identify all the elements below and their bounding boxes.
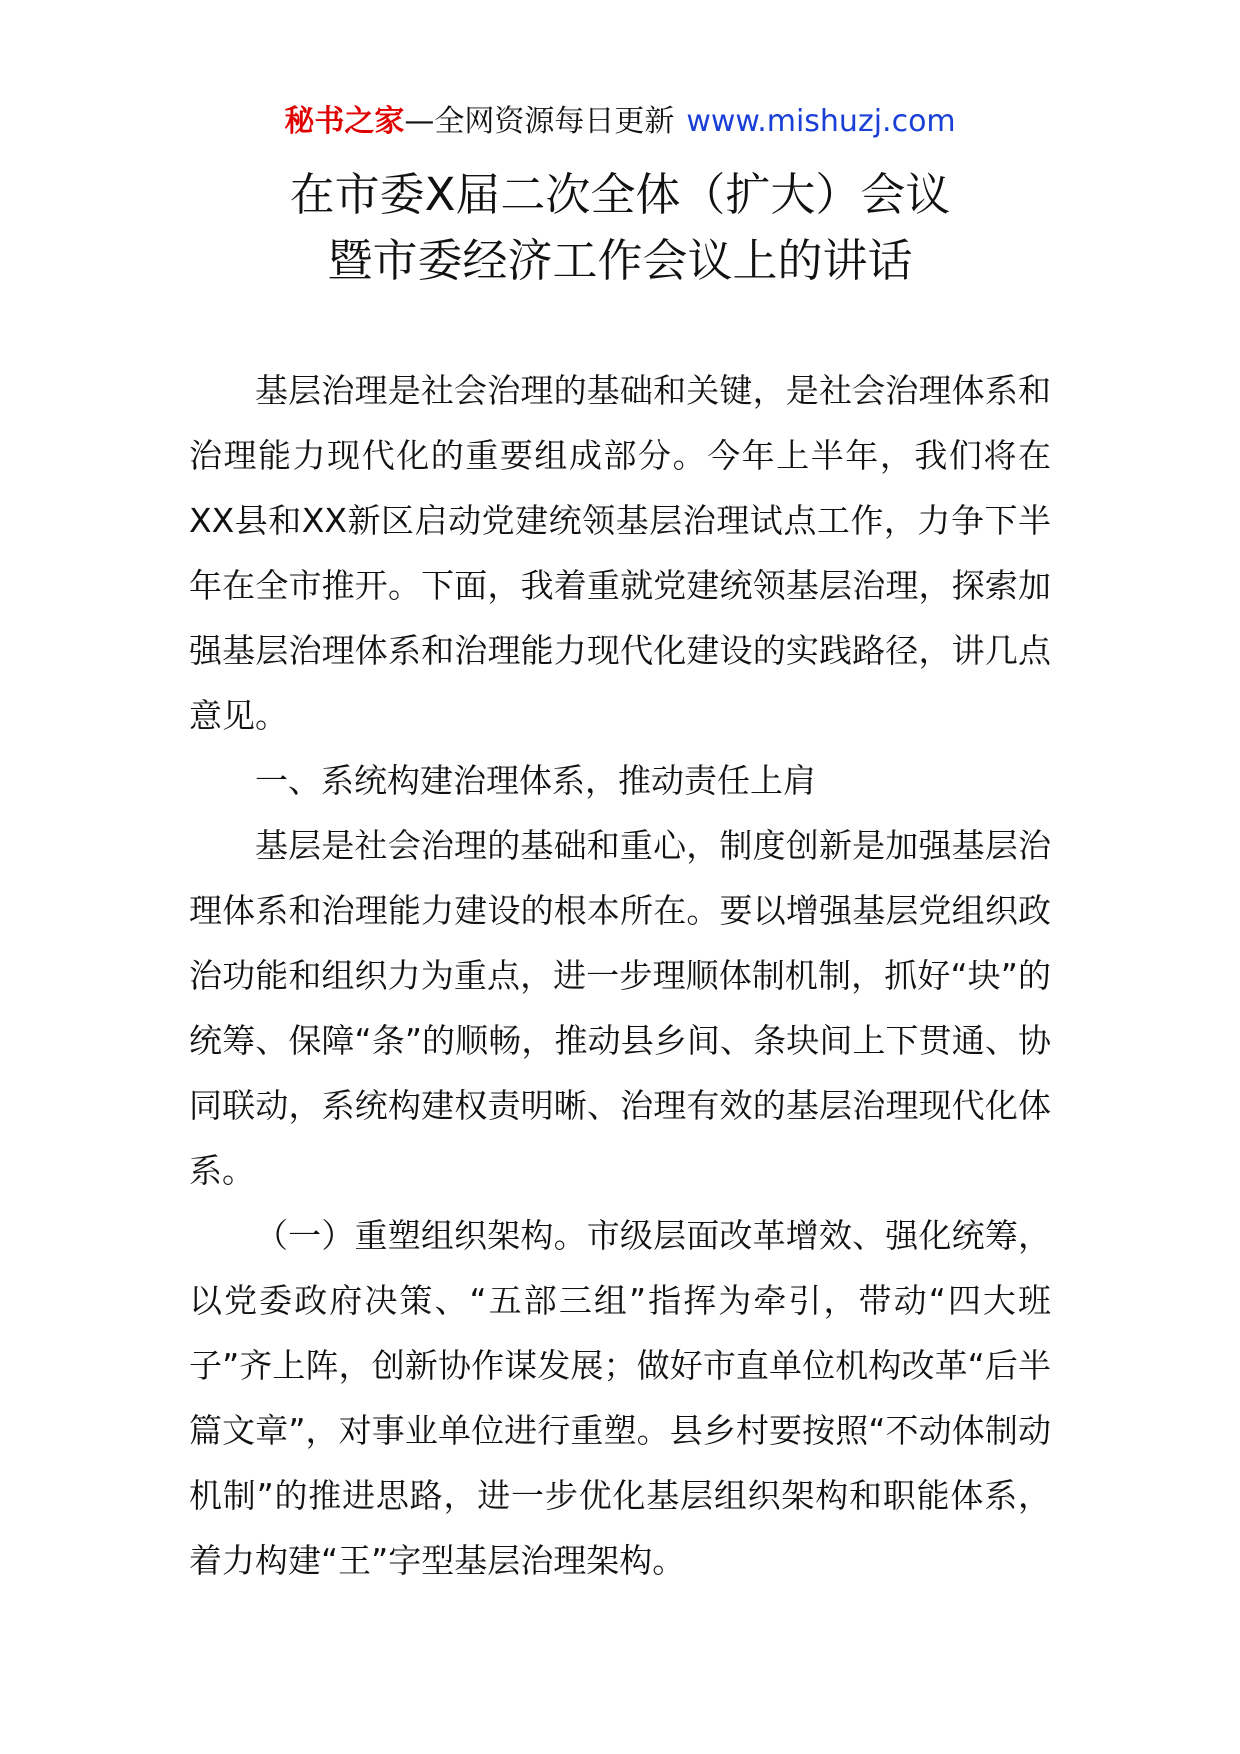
title-line-2: 暨市委经济工作会议上的讲话: [327, 234, 913, 287]
section-heading: 一、系统构建治理体系，推动责任上肩: [255, 761, 816, 800]
title-line-1: 在市委Ⅹ届二次全体（扩大）会议: [289, 168, 951, 221]
site-url-link[interactable]: www.mishuzj.com: [686, 104, 956, 139]
site-banner: [0, 100, 1240, 144]
section-paragraph: 基层是社会治理的基础和重心，制度创新是加强基层治理体系和治理能力建设的根本所在。要以增强基层党组织政治功能和组织力为重点，进一步理顺体制机制，抓好“块”的统筹、保障“条”的顺畅，推动县乡间、条块间上下贯通、协同联动，系统构建权责明晰、治理有效的基层治理现代化体系。: [189, 826, 1051, 1190]
document-body: [189, 358, 1051, 1593]
intro-paragraph: 基层治理是社会治理的基础和关键，是社会治理体系和治理能力现代化的重要组成部分。今年上半年，我们将在XX县和XX新区启动党建统领基层治理试点工作，力争下半年在全市推开。下面，我着重就党建统领基层治理，探索加强基层治理体系和治理能力现代化建设的实践路径，讲几点意见。: [189, 371, 1051, 735]
banner-tagline: —全网资源每日更新: [404, 104, 675, 139]
document-title: [0, 162, 1240, 294]
brand-name: 秘书之家: [284, 104, 405, 139]
subsection-paragraph: （一）重塑组织架构。市级层面改革增效、强化统筹，以党委政府决策、“五部三组”指挥为牵引，带动“四大班子”齐上阵，创新协作谋发展；做好市直单位机构改革“后半篇文章”，对事业单位进行重塑。县乡村要按照“不动体制动机制”的推进思路，进一步优化基层组织架构和职能体系，着力构建“王”字型基层治理架构。: [189, 1216, 1051, 1580]
